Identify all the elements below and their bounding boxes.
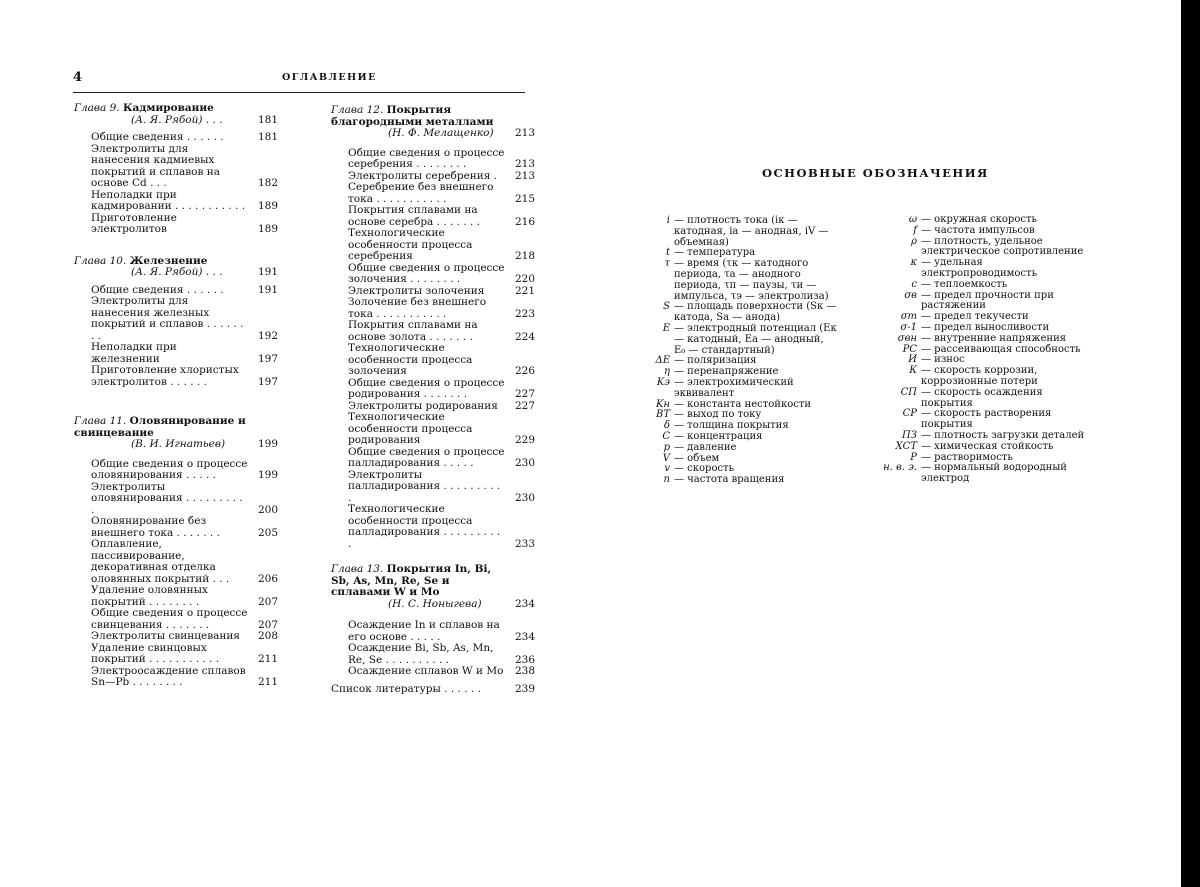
leader-dots: . . . [205,113,223,126]
symbol: σв [904,289,917,301]
toc-column-2 [331,105,553,695]
page-ref: 233 [515,537,536,550]
chapter-label: Глава 10. [74,254,127,267]
toc-entry [74,539,296,585]
symbol-row [648,302,838,324]
page-ref: 189 [258,200,279,212]
chapter-label: Глава 11. [74,415,127,427]
symbol-row [855,409,1095,431]
page-ref: 207 [258,618,279,631]
symbol-description: — внутренние напряжения [921,332,1067,344]
entry-text: Электролиты серебрения . [348,169,498,182]
symbol: РС [902,343,917,355]
symbol-description: — предел выносливости [921,321,1050,333]
toc-entry [74,459,296,482]
toc-entry [331,148,553,171]
symbol-description: — объем [674,452,720,464]
symbol-description: — поляризация [674,355,757,367]
symbol-description: — плотность тока (iк — катодная, iа — анодная, iV — объемная) [674,215,829,248]
header-rule [73,92,525,93]
entry-text: Электролиты для нанесения железных покрытий и сплавов . . . . . . . . [91,295,244,342]
toc-entry [74,213,296,236]
entry-text: Технологические особенности процесса серебрения [348,227,473,262]
symbol: ВТ [655,409,670,421]
entry-text: Удаление оловянных покрытий . . . . . . . . [91,584,208,608]
entry-text: Общие сведения о процессе оловянирования . . . . . [91,457,248,481]
symbol-row [648,324,838,356]
entry-text: Осаждение Bi, Sb, As, Mn, Re, Se . . . . . . . . . . [348,642,494,666]
symbol-row [855,291,1095,313]
symbol: σ-1 [900,321,917,333]
toc-entry [331,643,553,666]
symbol: ρ [911,235,917,247]
symbol: δ [663,420,670,432]
leader-dots: . . . [205,266,223,278]
page-ref: 221 [515,284,536,297]
symbol-description: — температура [674,247,756,259]
symbol-description: — толщина покрытия [674,420,789,432]
entry-text: Список литературы . . . . . . [331,682,481,695]
symbol-description: — химическая стойкость [921,440,1054,452]
entry-text: Серебрение без внешнего тока . . . . . . . . . . . [348,181,494,205]
symbol-description: — время (τк — катодного периода, τа — анодного периода, τп — паузы, τи — импульса, τэ — электролиза) [674,258,829,302]
symbol-row [855,442,1095,453]
symbol: н. в. э. [883,462,917,474]
symbol: τ [664,258,670,270]
page-ref: 216 [515,215,536,228]
page-ref: 205 [258,526,279,539]
entry-text: Осаждение In и сплавов на его основе . . . . . [348,619,500,643]
entry-text: Осаждение сплавов W и Mo [348,665,504,677]
toc-chapter [331,564,553,610]
symbol-description: — скорость коррозии, коррозионные потери [921,365,1038,387]
toc-entry [74,190,296,213]
toc-entry [74,365,296,388]
page-ref: 191 [258,283,279,296]
entry-text: Технологические особенности процесса золочения [348,342,473,377]
toc-entry [331,343,553,378]
symbol-description: — теплоемкость [921,278,1008,290]
page-ref: 213 [515,127,536,139]
page-ref: 215 [515,192,536,205]
toc-entry [74,296,296,342]
symbol-description: — скорость [674,463,735,475]
symbol: ω [908,214,917,225]
entry-text: Удаление свинцовых покрытий . . . . . . . . . . . [91,641,220,665]
toc-column-1 [74,103,296,689]
symbol: κ [910,257,917,269]
toc-chapter [331,105,553,140]
entry-text: Золочение без внешнего тока . . . . . . . . . . . [348,296,487,320]
chapter-title: Покрытия In, Bi, Sb, As, Mn, Re, Se и сплавами W и Mo [331,563,492,598]
symbol-description: — площадь поверхности (Sк — катода, Sа — анода) [674,301,837,324]
entry-text: Электролиты свинцевания [91,630,241,642]
page-ref: 199 [258,469,279,481]
page-header-title: ОГЛАВЛЕНИЕ [282,72,377,83]
symbol-description: — плотность загрузки деталей [921,429,1085,441]
entry-text: Оплавление, пассивирование, декоративная отделка оловянных покрытий . . . [91,538,230,585]
chapter-label: Глава 9. [74,102,120,114]
chapter-title: Кадмирование [122,102,214,114]
symbol: К [909,365,917,377]
symbol-row [648,378,838,400]
symbol: C [662,430,670,442]
page-ref: 191 [258,266,279,278]
toc-chapter [74,103,296,126]
entry-text: Электролиты палладирования . . . . . . . . . . [348,468,501,504]
page-ref: 238 [515,665,536,677]
symbol: ПЗ [902,429,917,441]
entry-text: Общие сведения о процессе серебрения . . . . . . . . [348,146,505,170]
page-ref: 229 [515,434,536,446]
page-ref: 181 [258,113,279,126]
toc-entry [74,482,296,517]
symbol-row [855,345,1095,356]
toc-entry [331,470,553,505]
page-ref: 192 [258,329,279,342]
symbol: t [665,247,670,259]
page-ref: 239 [515,682,536,695]
symbol-description: — износ [921,354,965,366]
toc-entry [331,228,553,263]
chapter-author: (Н. Ф. Мелащенко) [388,127,494,139]
symbol: σт [900,311,917,323]
page-ref: 220 [515,273,536,285]
symbol: p [663,441,670,453]
page-number: 4 [73,70,83,85]
symbols-left-column [648,216,838,486]
symbol: n [663,474,670,486]
symbol-description: — удельная электропроводимость [921,257,1038,279]
toc-entry [331,504,553,550]
entry-text: Электроосаждение сплавов Sn—Pb . . . . . . . . [91,664,246,688]
page-ref: 226 [515,365,536,377]
symbol-description: — предел текучести [921,311,1029,323]
entry-text: Электролиты для нанесения кадмиевых покрытий и сплавов на основе Cd . . . [91,142,220,189]
symbol-description: — скорость растворения покрытия [921,408,1052,431]
symbol: σвн [897,332,917,344]
toc-entry [74,144,296,190]
page-ref: 223 [515,307,536,320]
entry-text: Неполадки при железнении [91,341,177,365]
page-ref: 213 [515,158,536,170]
entry-text: Общие сведения о процессе родирования . . . . . . . [348,376,505,400]
toc-entry [331,182,553,205]
toc-entry [331,378,553,401]
symbol-description: — растворимость [921,451,1013,463]
symbol: f [913,224,917,236]
symbol-description: — давление [674,441,737,453]
toc-entry [331,205,553,228]
entry-text: Приготовление хлористых электролитов . . . . . . [91,364,239,388]
symbol-row [855,366,1095,388]
entry-text: Общие сведения . . . . . . [91,283,224,296]
symbol: ХСТ [895,440,917,452]
page-ref: 199 [258,438,279,450]
toc-entry [74,585,296,608]
symbol-description: — предел прочности при растяжении [921,289,1054,312]
symbol: Kн [655,398,670,410]
toc-entry [331,412,553,447]
symbol: v [664,463,670,475]
toc-entry [331,666,553,678]
symbol-row [855,258,1095,280]
symbol-description: — частота вращения [674,474,785,486]
chapter-author: (А. Я. Рябой) . . . [131,113,223,126]
symbol-row [855,237,1095,259]
page-ref: 181 [258,131,279,143]
symbol-row [855,334,1095,345]
symbols-right-column [855,215,1095,485]
page-ref: 208 [258,630,279,642]
page-ref: 200 [258,503,279,516]
symbol-description: — рассеивающая способность [921,343,1081,355]
entry-text: Электролиты оловянирования . . . . . . . . . . [91,480,243,516]
toc-entry [74,342,296,365]
toc-entry [331,263,553,286]
entry-text: Электролиты золочения [348,284,485,297]
toc-entry [331,620,553,643]
symbol: η [664,366,670,378]
toc-entry [331,297,553,320]
page-ref: 234 [515,597,536,610]
entry-text: Неполадки при кадмировании . . . . . . . . . . . [91,188,246,212]
entry-text: Технологические особенности процесса палладирования . . . . . . . . . . [348,503,501,550]
symbol-description: — электродный потенциал (Eк — катодный, Eа — анодный, E₀ — стандартный) [674,322,837,356]
page-ref: 234 [515,630,536,643]
chapter-author: (А. Я. Рябой) . . . [131,266,223,278]
toc-entry [74,608,296,631]
entry-text: Покрытия сплавами на основе серебра . . . . . . . [348,204,481,228]
symbol: Р [910,451,917,463]
page-ref: 236 [515,653,536,666]
symbol-row [855,280,1095,291]
symbol-description: — частота импульсов [921,224,1035,236]
entry-text: Общие сведения . . . . . . [91,131,224,143]
symbol-row [855,226,1095,237]
symbol-row [648,216,838,248]
page-ref: 206 [258,572,279,585]
page-ref: 189 [258,223,279,235]
page-ref: 230 [515,491,536,504]
symbol: i [666,215,670,226]
page-ref: 197 [258,352,279,365]
chapter-author: (В. И. Игнатьев) [131,438,226,450]
page-ref: 197 [258,375,279,388]
symbol: c [911,278,917,290]
toc-entry [74,643,296,666]
toc-entry [74,516,296,539]
symbol-description: — скорость осаждения покрытия [921,386,1043,409]
page-ref: 224 [515,330,536,343]
symbols-title: ОСНОВНЫЕ ОБОЗНАЧЕНИЯ [762,166,989,180]
symbol: СР [902,408,917,420]
page-ref: 230 [515,457,536,469]
entry-text: Общие сведения о процессе золочения . . . . . . . . [348,261,505,285]
chapter-title: Покрытия благородными металлами [331,104,494,128]
symbol: ΔE [655,355,670,367]
toc-references [331,684,553,696]
page-ref: 182 [258,177,279,189]
chapter-title: Железнение [129,254,208,267]
symbol-row [648,475,838,486]
chapter-label: Глава 12. [331,104,384,116]
toc-entry [331,447,553,470]
symbol-description: — нормальный водородный электрод [921,462,1067,485]
symbol: Kэ [656,376,670,388]
page-ref: 213 [515,169,536,182]
symbol-description: — перенапряжение [674,366,779,378]
entry-text: Общие сведения о процессе свинцевания . . . . . . . [91,607,248,631]
toc-entry [74,666,296,689]
symbol-row [648,259,838,302]
symbol-description: — константа нестойкости [674,398,812,410]
symbol-row [648,443,838,454]
entry-text: Оловянирование без внешнего тока . . . . . . . [91,515,220,539]
page-ref: 218 [515,250,536,262]
symbol: СП [900,386,917,398]
toc-chapter [74,256,296,279]
toc-chapter [74,416,296,451]
symbol-row [855,463,1095,485]
symbol-description: — электрохимический эквивалент [674,376,794,399]
page-ref: 211 [258,653,279,665]
page-ref: 227 [515,388,536,400]
left-page [0,0,583,887]
page-ref: 211 [258,676,279,688]
symbol-description: — концентрация [674,430,763,442]
entry-text: Технологические особенности процесса родирования [348,411,473,446]
toc-entry [331,320,553,343]
entry-text: Покрытия сплавами на основе золота . . . . . . . [348,319,478,343]
symbol: E [662,322,670,334]
symbol-description: — плотность, удельное электрическое сопротивление [921,235,1084,258]
chapter-author: (Н. С. Ноныгева) [388,597,482,610]
symbol: V [662,452,670,464]
chapter-title: Оловянирование и свинцевание [74,415,246,439]
chapter-label: Глава 13. [331,563,384,575]
symbol: И [908,354,917,366]
entry-text: Электролиты родирования [348,399,498,412]
symbol: S [663,301,670,313]
page-ref: 207 [258,595,279,608]
symbol-description: — выход по току [674,409,762,421]
entry-text: Приготовление электролитов [91,211,177,235]
page-ref: 227 [515,399,536,412]
symbol-description: — окружная скорость [921,214,1037,225]
symbol-row [855,388,1095,410]
entry-text: Общие сведения о процессе палладирования . . . . . [348,445,505,469]
